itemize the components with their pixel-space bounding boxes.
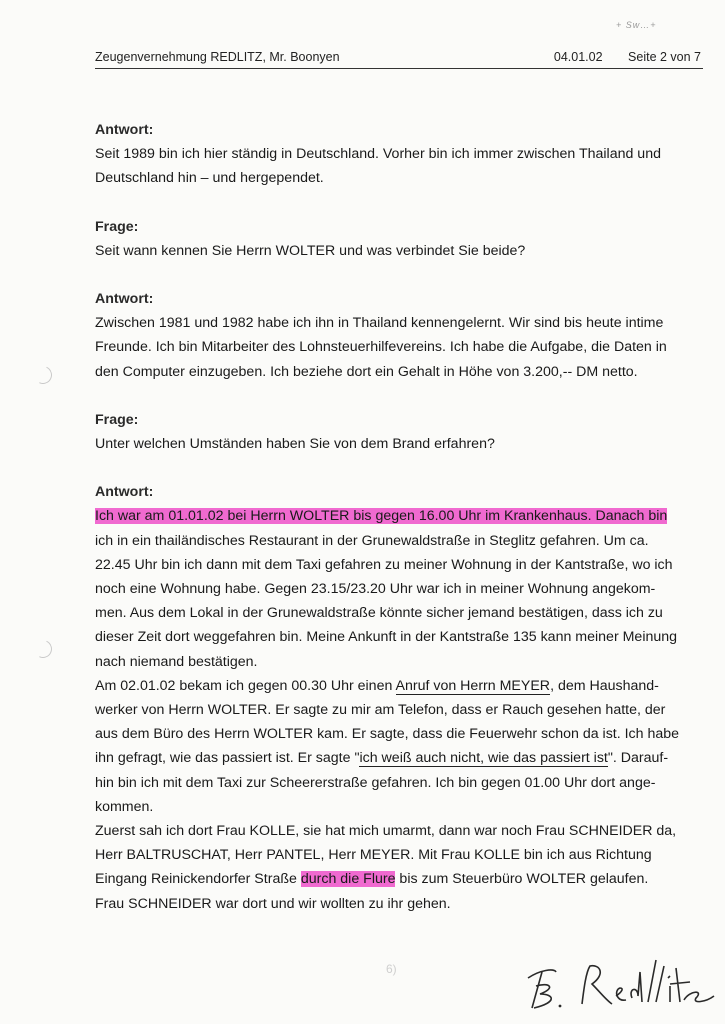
text-line: noch eine Wohnung habe. Gegen 23.15/23.20 Uhr war ich in meiner Wohnung angekom-: [95, 581, 656, 598]
answer-block-final: [95, 480, 695, 916]
text-line: werker von Herrn WOLTER. Er sagte zu mir am Telefon, dass er Rauch gesehen hatte, der: [95, 702, 666, 719]
question-block: [95, 408, 695, 456]
punch-hole-mark: [31, 637, 54, 660]
answer-block: [95, 118, 695, 191]
text-line: kommen.: [95, 798, 154, 815]
text-line: men. Aus dem Lokal in der Grunewaldstraße könnte sicher jemand bestätigen, dass ich zu: [95, 605, 663, 622]
header-page: Seite 2 von 7: [628, 50, 701, 64]
text-line: aus dem Büro des Herrn WOLTER kam. Er sagte, dass die Feuerwehr schon da ist. Ich habe: [95, 726, 680, 743]
text-line: Freunde. Ich bin Mitarbeiter des Lohnsteuerhilfevereins. Ich habe die Aufgabe, die Daten in: [95, 339, 667, 356]
qa-blocks: [95, 118, 695, 480]
header-title: Zeugenvernehmung REDLITZ, Mr. Boonyen: [95, 50, 340, 64]
paragraph-2-tail: [95, 771, 695, 819]
text-line: hin bin ich mit dem Taxi zur Scheererstraße gefahren. Ich bin gegen 01.00 Uhr dort ange-: [95, 774, 656, 791]
text-line: Seit 1989 bin ich hier ständig in Deutschland. Vorher bin ich immer zwischen Thailand und: [95, 146, 661, 163]
question-block: [95, 215, 695, 263]
text-line: ich in ein thailändisches Restaurant in der Grunewaldstraße in Steglitz gefahren. Um ca.: [95, 532, 649, 549]
text-line: den Computer einzugeben. Ich beziehe dort ein Gehalt in Höhe von 3.200,-- DM netto.: [95, 363, 638, 380]
qa-label: Frage:: [95, 218, 139, 235]
header-date: 04.01.02: [553, 50, 603, 64]
punch-hole-mark: [31, 363, 54, 386]
page-mark: 6): [386, 962, 397, 976]
text-line: ihn gefragt, wie das passiert ist. Er sagte "ich weiß auch nicht, wie das passiert ist". Darauf-: [95, 750, 669, 767]
protocol-body: [95, 118, 695, 916]
underlined-text: Anruf von Herrn MEYER: [395, 677, 551, 694]
text-line: nach niemand bestätigen.: [95, 653, 258, 670]
qa-label: Frage:: [95, 411, 139, 428]
page-header: [95, 50, 703, 69]
paragraph-2: [95, 698, 695, 746]
highlighted-text: Ich war am 01.01.02 bei Herrn WOLTER bis gegen 16.00 Uhr im Krankenhaus. Danach bin: [95, 508, 668, 525]
header-meta: [532, 50, 701, 64]
text-line: Deutschland hin – und hergependet.: [95, 170, 324, 187]
corner-note: + Sw…+: [616, 20, 657, 30]
text-line: Frau SCHNEIDER war dort und wir wollten zu ihr gehen.: [95, 895, 451, 912]
text-line: Seit wann kennen Sie Herrn WOLTER und was verbindet Sie beide?: [95, 242, 526, 259]
qa-label: Antwort:: [95, 484, 154, 501]
answer-block: [95, 287, 695, 384]
text-line: Herr BALTRUSCHAT, Herr PANTEL, Herr MEYER. Mit Frau KOLLE bin ich aus Richtung: [95, 847, 652, 864]
text-line: Zwischen 1981 und 1982 habe ich ihn in Thailand kennengelernt. Wir sind bis heute intime: [95, 315, 664, 332]
text-line: Am 02.01.02 bekam ich gegen 00.30 Uhr einen Anruf von Herrn MEYER, dem Haushand-: [95, 677, 659, 694]
text-line: Eingang Reinickendorfer Straße durch die Flure bis zum Steuerbüro WOLTER gelaufen.: [95, 871, 649, 888]
underlined-quote: ich weiß auch nicht, wie das passiert ist: [359, 750, 608, 767]
qa-label: Antwort:: [95, 291, 154, 308]
text-line: [95, 504, 695, 528]
highlighted-text: durch die Flure: [300, 871, 396, 888]
text-line: dieser Zeit dort weggefahren bin. Meine Ankunft in der Kantstraße 135 kann meiner Meinung: [95, 629, 678, 646]
paragraph-3: [95, 819, 695, 867]
qa-label: Antwort:: [95, 122, 154, 138]
text-line: 22.45 Uhr bin ich dann mit dem Taxi gefahren zu meiner Wohnung in der Kantstraße, wo ich: [95, 556, 673, 573]
text-line: Unter welchen Umständen haben Sie von dem Brand erfahren?: [95, 436, 495, 453]
signature: [520, 938, 720, 1018]
text-line: Zuerst sah ich dort Frau KOLLE, sie hat mich umarmt, dann war noch Frau SCHNEIDER da,: [95, 823, 677, 840]
paragraph-1: [95, 529, 695, 674]
